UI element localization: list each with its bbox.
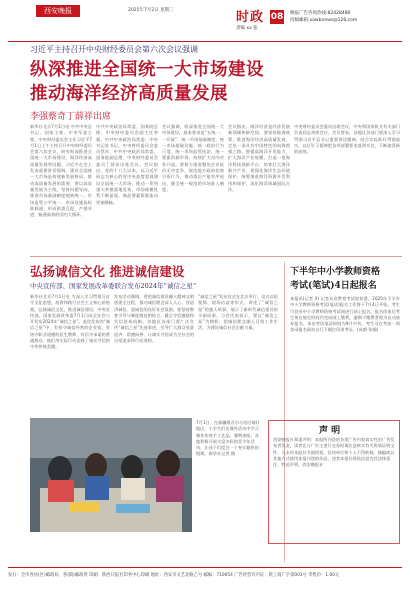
news-photo <box>30 418 192 532</box>
classroom-photo-image <box>30 418 192 532</box>
ad-hotline: 晚报广告咨询热线:82428480 <box>290 11 351 16</box>
second-column-2: 发布活动强调，要把诚信建设融入精神文明创建全过程，推动诚信理念深入人心，营造讲诚信、重诚信的良好社会氛围。要坚持教育引导与制度规范相结合，健全守信激励和失信惩戒机制。各地区各部门要广泛宣传“诚信之星”先进事迹，引导广大群众见贤思齐、崇德向善，让诚实守信成为全社会的自觉追求和行动准则。 <box>114 294 194 344</box>
notice-box <box>268 420 400 544</box>
page-number: 08 <box>270 12 284 22</box>
lead-column-4: 会议指出，海洋经济是经济发展新领域和新空间，要坚持陆海统筹，推进海洋经济高质量发展，走出一条具有中国特色的向海图强之路。要提高海洋开发能力，扩大海洋产业规模，打造一批海洋科技创新平台，培育壮大海洋新兴产业。要强化海洋生态环境保护，统筹推进海洋资源开发利用和保护，深化海洋领域国际合作。 <box>228 124 290 192</box>
second-headline: 弘扬诚信文化 推进诚信建设 <box>30 264 185 279</box>
submission-email: 投稿邮箱:xawbnews@126.com <box>290 18 358 23</box>
lead-kicker: 习近平主持召开中央财经委员会第六次会议强调 <box>30 45 198 54</box>
photo-caption: 7月1日，在新疆维吾尔自治区喀什地区，小学生们在课外活动中学习制作传统手工艺品。暑期来临，各地积极开展丰富多彩的青少年活动，让孩子们度过一个充实愉快的假期。新华社记者 摄 <box>196 420 260 457</box>
issue-date: 2025年7月2日 星期三 <box>128 8 174 13</box>
section-divider <box>30 256 402 257</box>
notice-text: 西安晚报社郑重声明：本报所刊登的各类广告内容真实性由广告发布者负责，读者在与广告主进行交易时请注意核实有关资质证明文件。凡未经本报社书面授权，任何单位和个人不得转载、摘编或以其他方式使用本报刊登的作品，违者本报社将依法追究其法律责任。特此声明。西安晚报社 <box>273 437 395 468</box>
second-column-1: 新华社北京7月1日电 为深入学习贯彻习近平文化思想，培育和践行社会主义核心价值观，弘扬诚信文化，推进诚信建设，中央宣传部、国家发展改革委7月1日向全社会公开发布2024年“诚信之星”。此次发布的“诚信之星”中，有坚守诚信经营的企业家，有恪守职业道德的医生教师，有信守承诺的普通群众，他们用实际行动诠释了诚实守信的中华传统美德。 <box>30 294 110 350</box>
newspaper-logo: 西安晚报 <box>36 5 80 17</box>
lead-column-5: 中央财经委员会委员出席会议，中央和国家机关有关部门负责同志列席会议。会议要求，各地区各部门要深入学习贯彻习近平总书记重要讲话精神，结合实际抓好贯彻落实，以钉钉子精神把各项部署要求落到实处，不断取得新的成效。 <box>294 124 400 155</box>
lead-byline: 李强蔡奇丁薛祥出席 <box>30 112 112 122</box>
footer-rule <box>8 567 402 568</box>
page-footer: 发行：全市各县(区)邮政局、各(镇)邮政所 印刷：陕西日报社印务中心印刷 地址：西安市文艺北路乙号 邮编：710054 广告经营许可证：陕工商广字第001号 零售价：1.00元 <box>8 573 340 578</box>
notice-title: 声 明 <box>319 426 341 436</box>
header-contact <box>290 10 357 24</box>
lead-column-1: 新华社北京7月1日电 中共中央总书记、国家主席、中央军委主席、中央财经委员会主任习近平7月1日上午主持召开中央财经委员会第六次会议，研究纵深推进全国统一大市场建设、海洋经济高质量发展等问题。习近平在会上发表重要讲话强调，建设全国统一大市场是构建新发展格局、推动高质量发展的需要，要以高质量发展为主线，坚持问题导向，推进市场基础制度规则统一、市场监管公平统一、市场设施高标准联通，形成供需互促、产销并进、畅通高效的国内大循环。 <box>30 124 92 218</box>
page-header <box>8 4 402 40</box>
section-title: 时政 <box>236 10 265 25</box>
section-editor: 责编 xx 张 <box>236 26 258 31</box>
lead-column-2: 中共中央政治局常委、国务院总理、中央财经委员会副主任李强，中共中央政治局常委、中央书记处书记、中央财经委员会委员蔡奇，中共中央政治局常委、国务院副总理、中央财经委员会委员丁薛祥出席会议。会议指出，党的十八大以来，以习近平同志为核心的党中央高度重视建设全国统一大市场，推动一系列重大举措落地见效，市场规模优势不断显现，商品要素资源流动更加顺畅。 <box>96 124 158 205</box>
second-subhead: 中央宣传部、国家发展改革委联合发布2024年“诚信之星” <box>30 282 197 290</box>
second-column-3: “诚信之星”发布仪式在北京举行。仪式以短视频、现场访谈等形式，讲述了“诚信之星”的感人故事，展示了新时代诚信建设的丰硕成果。与会代表表示，要以“诚信之星”为榜样，把诚信理念融入日常工作生活，为建设诚信社会贡献力量。 <box>198 294 278 331</box>
lead-headline-line2: 推动海洋经济高质量发展 <box>30 84 228 104</box>
lead-headline-line1: 纵深推进全国统一大市场建设 <box>30 60 264 80</box>
lead-column-3: 会议强调，纵深推进全国统一大市场建设，基本要求是“五统一、一开放”：统一市场基础制度、统一市场基础设施、统一政府行为尺度、统一市场监管执法、统一要素资源市场，持续扩大对内对外开放。要着力推进整治企业低价无序竞争，规范地方政府招商引资行为，推动落后产能有序退出，健全统一规范的市场准入制度。 <box>162 124 224 192</box>
side-story-text: 本报讯(记者 X) 记者从省教育考试院获悉，2025年下半年中小学教师资格考试(笔试)报名工作将于7月4日开始，考生可登录中小学教师资格考试网进行网上报名。报名结束后考生须在规定时间内完成网上缴费，逾期不缴费者视为自动放弃报名。本次考试笔试时间为9月中旬，考生可在考前一周登录报名网站自行下载打印准考证。(成都 张翰) <box>290 296 400 333</box>
header-rule <box>8 41 402 42</box>
side-headline-line2: 考试(笔试)4日起报名 <box>290 281 377 291</box>
side-headline-line1: 下半年中小学教师资格 <box>290 267 381 277</box>
